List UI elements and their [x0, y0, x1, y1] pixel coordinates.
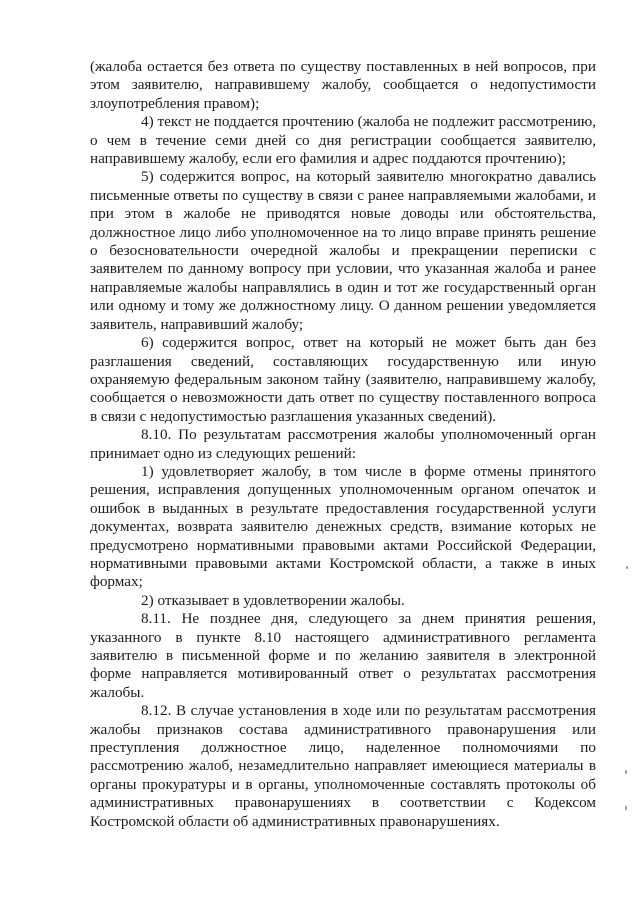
paragraph-8-10: 8.10. По результатам рассмотрения жалобы уполномоченный орган принимает одно из следующих решений: [90, 426, 596, 462]
paragraph-8-10-item-2: 2) отказывает в удовлетворении жалобы. [141, 591, 405, 609]
scan-speck [626, 566, 628, 569]
paragraph-8-11: 8.11. Не позднее дня, следующего за днем принятия решения, указанного в пункте 8.10 настоящего административного регламента заявителю в письменной форме и по желанию заявителя в электронной форме направляется мотивированный ответ о результатах рассмотрения жалобы. [90, 610, 596, 701]
paragraph-8-12: 8.12. В случае установления в ходе или по результатам рассмотрения жалобы признаков состава административного правонарушения или преступления должностное лицо, наделенное полномочиями по рассмотрению жалоб, незамедлительно направляет имеющиеся материалы в органы прокуратуры и в органы, уполномоченные составлять протоколы об административных правонарушениях в соответствии с Кодексом Костромской области об административных правонарушениях. [90, 702, 596, 830]
paragraph-item-6: 6) содержится вопрос, ответ на который не может быть дан без разглашения сведений, составляющих государственную или иную охраняемую федеральным законом тайну (заявителю, направившему жалобу, сообщается о невозможности дать ответ по существу поставленного вопроса в связи с недопустимостью разглашения указанных сведений). [90, 334, 596, 425]
scan-speck [625, 806, 627, 810]
paragraph-8-10-item-1: 1) удовлетворяет жалобу, в том числе в форме отмены принятого решения, исправления допущенных уполномоченным органом опечаток и ошибок в выданных в результате предоставления государственной услуги документах, возврата заявителю денежных средств, взимание которых не предусмотрено нормативными правовыми актами Российской Федерации, нормативными правовыми актами Костромской области, а также в иных формах; [90, 462, 596, 591]
paragraph-item-4: 4) текст не поддается прочтению (жалоба не подлежит рассмотрению, о чем в течение семи дней со дня регистрации сообщается заявителю, направившему жалобу, если его фамилия и адрес поддаются прочтению); [90, 113, 596, 168]
document-body [90, 58, 596, 831]
paragraph-continuation: (жалоба остается без ответа по существу поставленных в ней вопросов, при этом заявителю, направившему жалобу, сообщается о недопустимости злоупотребления правом); [90, 58, 596, 112]
scan-speck [625, 770, 627, 774]
paragraph-item-5: 5) содержится вопрос, на который заявителю многократно давались письменные ответы по существу в связи с ранее направляемыми жалобами, и при этом в жалобе не приводятся новые доводы или обстоятельства, должностное лицо либо уполномоченное на то лицо вправе принять решение о безосновательности очередной жалобы и прекращении переписки с заявителем по данному вопросу при условии, что указанная жалоба и ранее направляемые жалобы направлялись в один и тот же государственный орган или одному и тому же должностному лицу. О данном решении уведомляется заявитель, направивший жалобу; [90, 168, 596, 333]
